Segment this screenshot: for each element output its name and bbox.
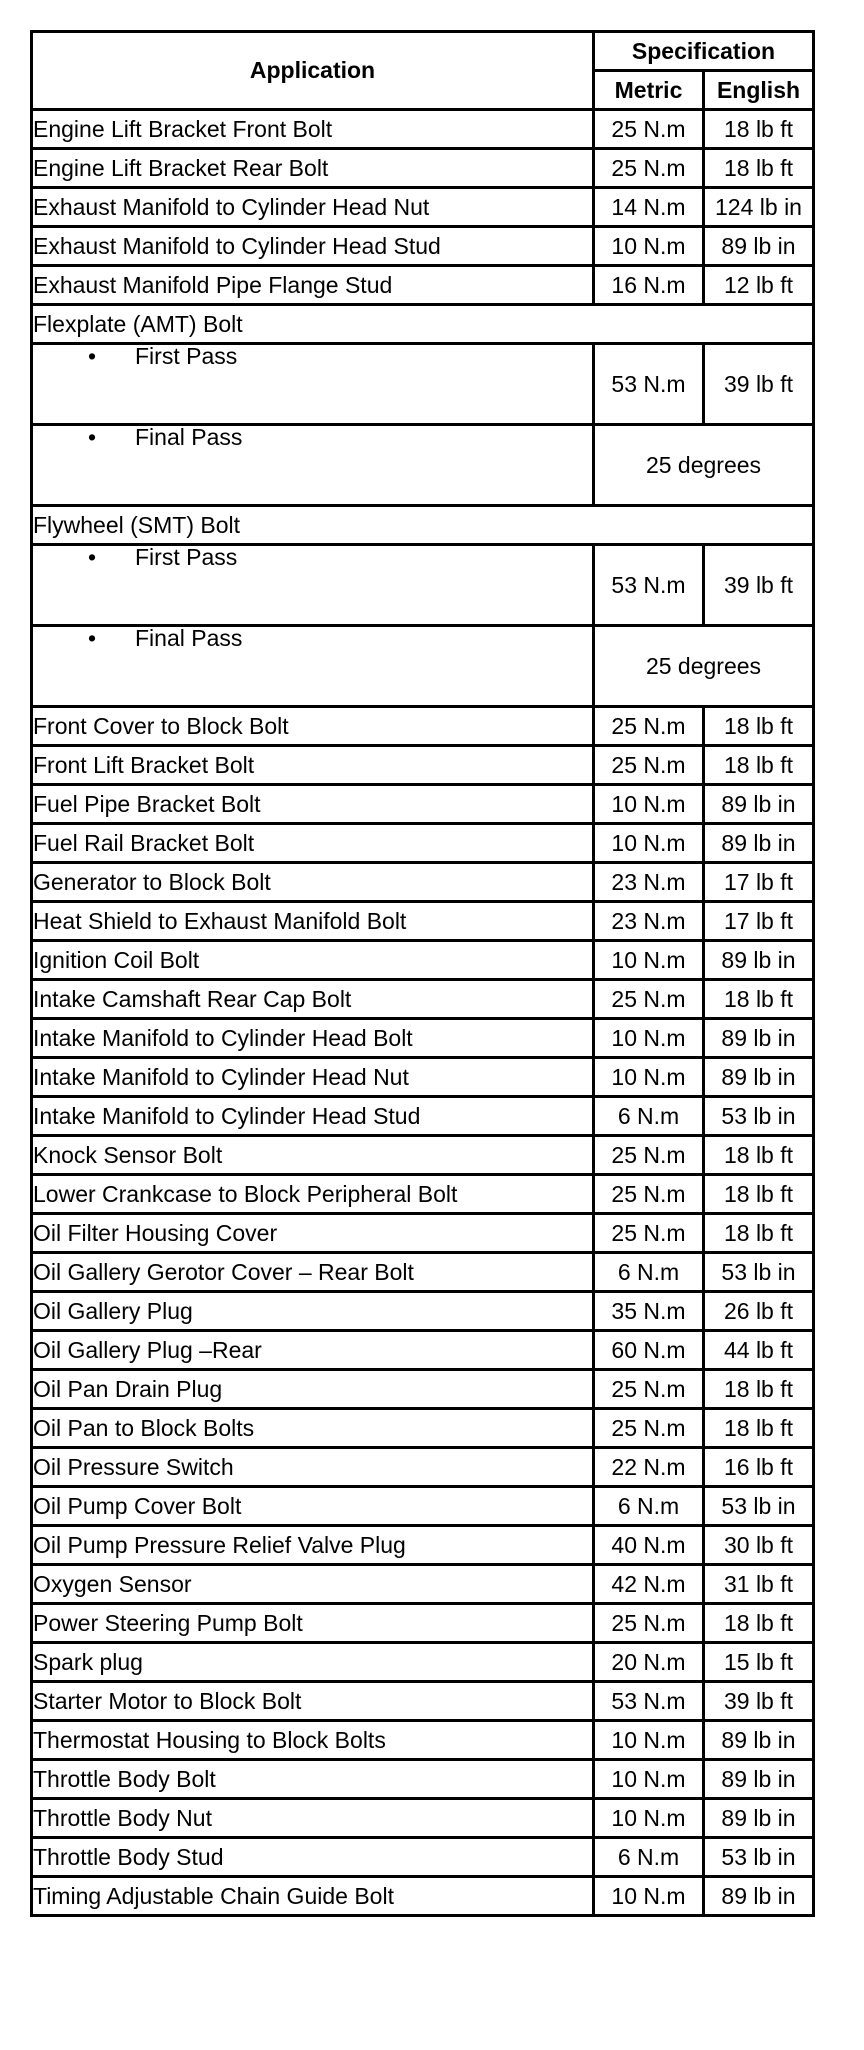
- metric-cell: 10 N.m: [594, 227, 704, 266]
- application-cell: Throttle Body Bolt: [32, 1760, 594, 1799]
- group-heading-cell: Flywheel (SMT) Bolt: [32, 506, 814, 545]
- group-row: [32, 305, 814, 344]
- table-row: [32, 1136, 814, 1175]
- table-row: [32, 344, 814, 425]
- metric-cell: 25 N.m: [594, 149, 704, 188]
- metric-cell: 10 N.m: [594, 1877, 704, 1916]
- application-cell: Oil Pan Drain Plug: [32, 1370, 594, 1409]
- english-cell: 30 lb ft: [704, 1526, 814, 1565]
- metric-cell: 25 N.m: [594, 1409, 704, 1448]
- metric-cell: 16 N.m: [594, 266, 704, 305]
- metric-header: Metric: [594, 71, 704, 110]
- application-cell: Throttle Body Nut: [32, 1799, 594, 1838]
- table-row: [32, 902, 814, 941]
- metric-cell: 25 N.m: [594, 1214, 704, 1253]
- metric-cell: 10 N.m: [594, 1058, 704, 1097]
- english-cell: 18 lb ft: [704, 110, 814, 149]
- table-row: [32, 1760, 814, 1799]
- table-row: [32, 1487, 814, 1526]
- table-row: [32, 1214, 814, 1253]
- table-row: [32, 707, 814, 746]
- bullet-icon: •: [87, 343, 97, 369]
- metric-cell: 6 N.m: [594, 1253, 704, 1292]
- table-row: [32, 980, 814, 1019]
- application-cell: Intake Camshaft Rear Cap Bolt: [32, 980, 594, 1019]
- angle-spec-cell: 25 degrees: [594, 626, 814, 707]
- english-cell: 89 lb in: [704, 785, 814, 824]
- metric-cell: 25 N.m: [594, 1604, 704, 1643]
- table-row: [32, 1526, 814, 1565]
- english-cell: 17 lb ft: [704, 863, 814, 902]
- table-row: [32, 1175, 814, 1214]
- application-header: Application: [32, 32, 594, 110]
- english-cell: 18 lb ft: [704, 746, 814, 785]
- application-cell: Oil Pan to Block Bolts: [32, 1409, 594, 1448]
- table-row: [32, 824, 814, 863]
- application-cell: Front Lift Bracket Bolt: [32, 746, 594, 785]
- group-heading-cell: Flexplate (AMT) Bolt: [32, 305, 814, 344]
- table-row: [32, 1331, 814, 1370]
- english-cell: 44 lb ft: [704, 1331, 814, 1370]
- application-cell: Thermostat Housing to Block Bolts: [32, 1721, 594, 1760]
- application-cell: Oil Pump Cover Bolt: [32, 1487, 594, 1526]
- sub-step-label: Final Pass: [135, 424, 243, 450]
- table-row: [32, 1799, 814, 1838]
- bullet-icon: •: [87, 424, 97, 450]
- application-cell: [32, 626, 594, 707]
- english-cell: 89 lb in: [704, 1799, 814, 1838]
- table-row: [32, 1682, 814, 1721]
- specification-header: Specification: [594, 32, 814, 71]
- application-cell: Engine Lift Bracket Front Bolt: [32, 110, 594, 149]
- english-cell: 18 lb ft: [704, 1370, 814, 1409]
- bullet-icon: •: [87, 544, 97, 570]
- english-cell: 124 lb in: [704, 188, 814, 227]
- table-row: [32, 1253, 814, 1292]
- metric-cell: 10 N.m: [594, 1760, 704, 1799]
- english-cell: 18 lb ft: [704, 707, 814, 746]
- metric-cell: 25 N.m: [594, 110, 704, 149]
- application-cell: Throttle Body Stud: [32, 1838, 594, 1877]
- table-row: [32, 785, 814, 824]
- english-cell: 18 lb ft: [704, 1175, 814, 1214]
- metric-cell: 40 N.m: [594, 1526, 704, 1565]
- english-header: English: [704, 71, 814, 110]
- torque-spec-table: [30, 30, 815, 1917]
- application-cell: Intake Manifold to Cylinder Head Nut: [32, 1058, 594, 1097]
- table-row: [32, 746, 814, 785]
- application-cell: Intake Manifold to Cylinder Head Bolt: [32, 1019, 594, 1058]
- english-cell: 39 lb ft: [704, 545, 814, 626]
- english-cell: 89 lb in: [704, 1721, 814, 1760]
- metric-cell: 10 N.m: [594, 1721, 704, 1760]
- application-cell: Knock Sensor Bolt: [32, 1136, 594, 1175]
- metric-cell: 22 N.m: [594, 1448, 704, 1487]
- table-row: [32, 1877, 814, 1916]
- application-cell: Generator to Block Bolt: [32, 863, 594, 902]
- application-cell: Intake Manifold to Cylinder Head Stud: [32, 1097, 594, 1136]
- table-row: [32, 1721, 814, 1760]
- application-cell: Power Steering Pump Bolt: [32, 1604, 594, 1643]
- metric-cell: 25 N.m: [594, 746, 704, 785]
- metric-cell: 14 N.m: [594, 188, 704, 227]
- table-row: [32, 545, 814, 626]
- english-cell: 89 lb in: [704, 1019, 814, 1058]
- english-cell: 17 lb ft: [704, 902, 814, 941]
- english-cell: 15 lb ft: [704, 1643, 814, 1682]
- table-row: [32, 1058, 814, 1097]
- english-cell: 53 lb in: [704, 1487, 814, 1526]
- application-cell: Exhaust Manifold Pipe Flange Stud: [32, 266, 594, 305]
- english-cell: 18 lb ft: [704, 1214, 814, 1253]
- table-row: [32, 863, 814, 902]
- metric-cell: 10 N.m: [594, 785, 704, 824]
- sub-step-label: First Pass: [135, 343, 238, 369]
- application-cell: Lower Crankcase to Block Peripheral Bolt: [32, 1175, 594, 1214]
- table-row: [32, 1643, 814, 1682]
- english-cell: 53 lb in: [704, 1097, 814, 1136]
- application-cell: Starter Motor to Block Bolt: [32, 1682, 594, 1721]
- english-cell: 89 lb in: [704, 1877, 814, 1916]
- table-row: [32, 1409, 814, 1448]
- metric-cell: 25 N.m: [594, 707, 704, 746]
- table-row: [32, 149, 814, 188]
- metric-cell: 10 N.m: [594, 824, 704, 863]
- english-cell: 18 lb ft: [704, 1136, 814, 1175]
- application-cell: Oxygen Sensor: [32, 1565, 594, 1604]
- metric-cell: 25 N.m: [594, 1175, 704, 1214]
- table-row: [32, 425, 814, 506]
- application-cell: Oil Pump Pressure Relief Valve Plug: [32, 1526, 594, 1565]
- metric-cell: 25 N.m: [594, 1370, 704, 1409]
- application-cell: Fuel Rail Bracket Bolt: [32, 824, 594, 863]
- metric-cell: 60 N.m: [594, 1331, 704, 1370]
- metric-cell: 10 N.m: [594, 1019, 704, 1058]
- group-row: [32, 506, 814, 545]
- english-cell: 18 lb ft: [704, 980, 814, 1019]
- metric-cell: 35 N.m: [594, 1292, 704, 1331]
- application-cell: Ignition Coil Bolt: [32, 941, 594, 980]
- application-cell: Spark plug: [32, 1643, 594, 1682]
- metric-cell: 6 N.m: [594, 1097, 704, 1136]
- table-row: [32, 1370, 814, 1409]
- english-cell: 89 lb in: [704, 941, 814, 980]
- english-cell: 89 lb in: [704, 227, 814, 266]
- english-cell: 18 lb ft: [704, 1409, 814, 1448]
- english-cell: 26 lb ft: [704, 1292, 814, 1331]
- metric-cell: 42 N.m: [594, 1565, 704, 1604]
- application-cell: Heat Shield to Exhaust Manifold Bolt: [32, 902, 594, 941]
- table-row: [32, 1097, 814, 1136]
- english-cell: 18 lb ft: [704, 1604, 814, 1643]
- application-cell: [32, 425, 594, 506]
- application-cell: Oil Gallery Plug: [32, 1292, 594, 1331]
- metric-cell: 6 N.m: [594, 1487, 704, 1526]
- english-cell: 53 lb in: [704, 1838, 814, 1877]
- application-cell: Fuel Pipe Bracket Bolt: [32, 785, 594, 824]
- bullet-icon: •: [87, 625, 97, 651]
- metric-cell: 25 N.m: [594, 980, 704, 1019]
- application-cell: Front Cover to Block Bolt: [32, 707, 594, 746]
- metric-cell: 53 N.m: [594, 1682, 704, 1721]
- metric-cell: 53 N.m: [594, 545, 704, 626]
- english-cell: 31 lb ft: [704, 1565, 814, 1604]
- application-cell: Oil Pressure Switch: [32, 1448, 594, 1487]
- table-row: [32, 110, 814, 149]
- english-cell: 39 lb ft: [704, 1682, 814, 1721]
- table-row: [32, 227, 814, 266]
- table-row: [32, 1565, 814, 1604]
- english-cell: 16 lb ft: [704, 1448, 814, 1487]
- application-cell: Oil Filter Housing Cover: [32, 1214, 594, 1253]
- table-row: [32, 626, 814, 707]
- metric-cell: 53 N.m: [594, 344, 704, 425]
- table-row: [32, 1838, 814, 1877]
- application-cell: Engine Lift Bracket Rear Bolt: [32, 149, 594, 188]
- table-row: [32, 1604, 814, 1643]
- table-row: [32, 941, 814, 980]
- metric-cell: 10 N.m: [594, 1799, 704, 1838]
- english-cell: 18 lb ft: [704, 149, 814, 188]
- english-cell: 89 lb in: [704, 1058, 814, 1097]
- table-row: [32, 1292, 814, 1331]
- application-cell: Timing Adjustable Chain Guide Bolt: [32, 1877, 594, 1916]
- english-cell: 39 lb ft: [704, 344, 814, 425]
- metric-cell: 10 N.m: [594, 941, 704, 980]
- english-cell: 89 lb in: [704, 1760, 814, 1799]
- application-cell: Exhaust Manifold to Cylinder Head Nut: [32, 188, 594, 227]
- application-cell: Exhaust Manifold to Cylinder Head Stud: [32, 227, 594, 266]
- metric-cell: 23 N.m: [594, 902, 704, 941]
- table-row: [32, 188, 814, 227]
- angle-spec-cell: 25 degrees: [594, 425, 814, 506]
- english-cell: 89 lb in: [704, 824, 814, 863]
- sub-step-label: Final Pass: [135, 625, 243, 651]
- metric-cell: 25 N.m: [594, 1136, 704, 1175]
- metric-cell: 20 N.m: [594, 1643, 704, 1682]
- metric-cell: 23 N.m: [594, 863, 704, 902]
- metric-cell: 6 N.m: [594, 1838, 704, 1877]
- english-cell: 53 lb in: [704, 1253, 814, 1292]
- application-cell: Oil Gallery Plug –Rear: [32, 1331, 594, 1370]
- sub-step-label: First Pass: [135, 544, 238, 570]
- table-row: [32, 266, 814, 305]
- application-cell: Oil Gallery Gerotor Cover – Rear Bolt: [32, 1253, 594, 1292]
- application-cell: [32, 344, 594, 425]
- table-row: [32, 1019, 814, 1058]
- application-cell: [32, 545, 594, 626]
- english-cell: 12 lb ft: [704, 266, 814, 305]
- table-row: [32, 1448, 814, 1487]
